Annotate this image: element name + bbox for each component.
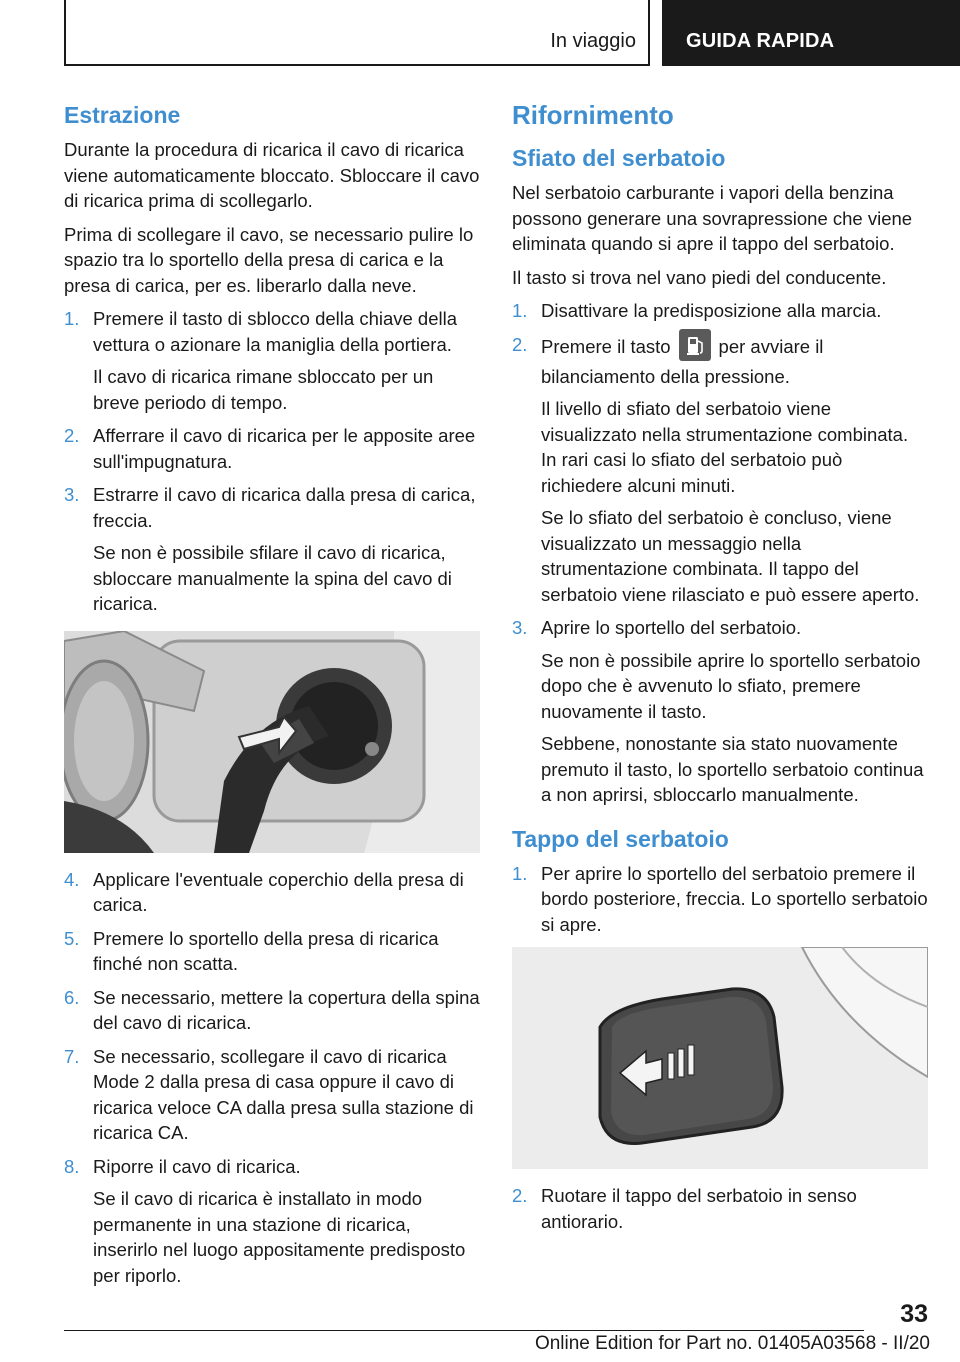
step-text: Premere il tasto di sblocco della chiave della vettura o azionare la maniglia della portiera. (93, 308, 458, 355)
list-item (64, 423, 480, 474)
steps-list (512, 1183, 928, 1234)
list-item (64, 482, 480, 617)
charging-plug-illustration (64, 631, 480, 853)
step-number: 1. (64, 308, 80, 329)
list-item (64, 867, 480, 918)
steps-list (512, 298, 928, 808)
step-number: 2. (512, 333, 528, 355)
footer-edition: Online Edition for Part no. 01405A03568 - II/20 (534, 1333, 930, 1354)
paragraph: Durante la procedura di ricarica il cavo di ricarica viene automaticamente bloccato. Sbloccare il cavo di ricarica prima di scollegarlo. (64, 139, 480, 211)
step-note: Sebbene, nonostante sia stato nuovamente premuto il tasto, lo sportello serbatoio continua a non aprirsi, sbloccarlo manualmente. (541, 733, 924, 805)
steps-list (64, 867, 480, 1289)
page-number: 33 (900, 1300, 928, 1328)
step-number: 5. (64, 927, 80, 949)
section-title-rifornimento: Rifornimento (512, 100, 674, 130)
step-number: 1. (512, 300, 528, 321)
step-text: Estrarre il cavo di ricarica dalla presa di carica, freccia. (93, 484, 476, 531)
step-note: Se lo sfiato del serbatoio è concluso, viene visualizzato un messaggio nella strumentazione combinata. Il tappo del serbatoio viene rilasciato e può essere aperto. (541, 507, 920, 605)
header-rule-mid (648, 0, 650, 66)
paragraph: Il tasto si trova nel vano piedi del conducente. (512, 266, 887, 288)
step-number: 7. (64, 1045, 80, 1067)
step-number: 2. (64, 425, 80, 446)
step-text: Applicare l'eventuale coperchio della presa di carica. (93, 868, 464, 915)
step-text: Disattivare la predisposizione alla marcia. (541, 300, 882, 321)
step-text: Premere lo sportello della presa di ricarica finché non scatta. (93, 927, 439, 974)
step-number: 3. (512, 617, 528, 638)
step-text: Ruotare il tappo del serbatoio in senso antiorario. (541, 1185, 857, 1232)
step-text: Se necessario, mettere la copertura della spina del cavo di ricarica. (93, 986, 480, 1033)
steps-list (512, 861, 928, 938)
step-text: Afferrare il cavo di ricarica per le apposite aree sull'impugnatura. (93, 425, 476, 472)
list-item (512, 1183, 928, 1234)
step-text: Per aprire lo sportello del serbatoio premere il bordo posteriore, freccia. Lo sportello serbatoio si apre. (541, 862, 928, 935)
step-text: Riporre il cavo di ricarica. (93, 1155, 301, 1177)
step-note: Se il cavo di ricarica è installato in modo permanente in una stazione di ricarica, inserirlo nel luogo appositamente predisposto per riporlo. (93, 1188, 466, 1286)
list-item (512, 615, 928, 808)
list-item (64, 1044, 480, 1146)
paragraph: Nel serbatoio carburante i vapori della benzina possono generare una sovrapressione che viene eliminata quando si apre il tappo del serbatoio. (512, 182, 913, 254)
step-note: Se non è possibile sfilare il cavo di ricarica, sbloccare manualmente la spina del cavo di ricarica. (93, 542, 452, 614)
step-note: Il livello di sfiato del serbatoio viene visualizzato nella strumentazione combinata. In rari casi lo sfiato del serbatoio può richiedere alcuni minuti. (541, 398, 909, 496)
list-item (512, 298, 928, 324)
steps-list (64, 306, 480, 617)
footer-rule (64, 1330, 864, 1331)
step-text-pre: Premere il tasto (541, 335, 671, 357)
step-number: 6. (64, 986, 80, 1008)
paragraph: Prima di scollegare il cavo, se necessario pulire lo spazio tra lo sportello della presa di carica e la presa di carica, per es. liberarlo dalla neve. (64, 223, 474, 296)
list-item (64, 926, 480, 977)
right-column (512, 100, 928, 1242)
step-number: 4. (64, 868, 80, 890)
step-number: 3. (64, 484, 80, 505)
step-note: Il cavo di ricarica rimane sbloccato per un breve periodo di tempo. (93, 366, 434, 413)
list-item (512, 332, 928, 608)
step-note: Se non è possibile aprire lo sportello serbatoio dopo che è avvenuto lo sfiato, premere nuovamente il tasto. (541, 649, 921, 722)
left-column (64, 100, 480, 1296)
section-title-estrazione: Estrazione (64, 102, 181, 128)
list-item (64, 985, 480, 1036)
step-text-post: per avviare il bilanciamento della pressione. (541, 335, 824, 387)
step-text: Se necessario, scollegare il cavo di ricarica Mode 2 dalla presa di casa oppure il cavo di ricarica veloce CA dalla presa sulla stazione di ricarica CA. (93, 1045, 474, 1143)
list-item (64, 1154, 480, 1289)
fuel-pump-icon (679, 329, 711, 361)
subsection-title-sfiato: Sfiato del serbatoio (512, 145, 726, 171)
step-number: 2. (512, 1185, 528, 1206)
fuel-flap-illustration (512, 947, 928, 1169)
header-rule-left (64, 0, 66, 66)
header-rule-bottom (64, 64, 650, 66)
step-number: 1. (512, 862, 528, 884)
step-text (541, 332, 928, 390)
list-item (512, 861, 928, 938)
subsection-title-tappo: Tappo del serbatoio (512, 825, 729, 852)
step-number: 8. (64, 1155, 80, 1177)
header-tab-guida-rapida[interactable]: GUIDA RAPIDA (662, 0, 960, 66)
header-section-label: In viaggio (550, 30, 636, 52)
step-text: Aprire lo sportello del serbatoio. (541, 617, 802, 638)
list-item (64, 306, 480, 415)
